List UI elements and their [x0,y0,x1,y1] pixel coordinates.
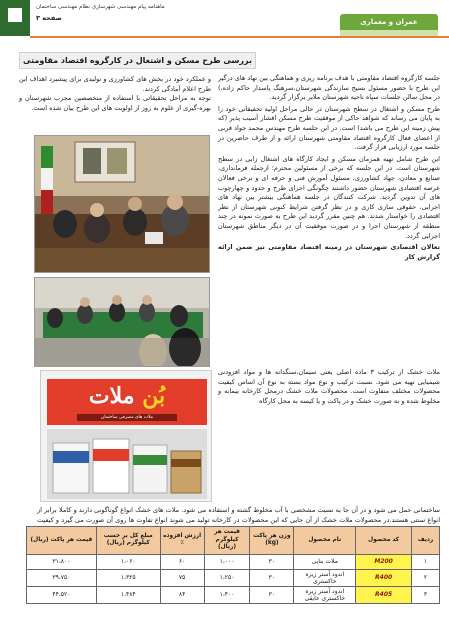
table-header-cell: مبلغ کل بر حسب کیلوگرم (ریال) [96,527,160,555]
ad-tagline: ملات های مصرفی ساختمان [77,414,177,421]
product-name: اندود آستر زیره خاکستری [294,569,356,586]
article-left-column [19,75,211,113]
article-title: بررسی طرح مسکن و اشتغال در کارگروه اقتصاد مقاومتی [19,52,256,69]
price-per-kg: ۱،۴۰۰ [204,586,250,603]
product-name: ملات بنایی [294,554,356,569]
section-badge: عمران و معماری [340,14,438,30]
bag-weight: ۳۰ [250,569,294,586]
header-divider [30,36,449,38]
article-paragraph: جلسه کارگروه اقتصاد مقاومتی با هدف برنامه ریزی و هماهنگی بین تهاد های درگیر این طرح با حضور مسئول بسیج سازندگی شهرستان،سرهنگ پاسدار حاکم زاده،) در محل سالن جلسات سپاه ناحیه شهرستان ملایر برگزار گردید. [218,74,440,102]
total-per-kg: ۱،۴۸۴ [96,586,160,603]
table-header-row [27,527,440,555]
article-paragraph: و عملکرد خود در بخش های کشاورزی و تولیدی برای پیشبرد اهداف این طرح اعلام آمادگی کردند. [19,75,211,93]
price-per-kg: ۱،۰۰۰ [204,554,250,569]
table-header-cell: ارزش افزوده ٪ [160,527,204,555]
table-header-cell: ردیف [412,527,440,555]
article-paragraph: طرح مسکن و اشتغال در سطح شهرستان در حالی مراحل اولیه تحقیقاتی خود را به پایان می رساند که شواهد حاکی از موفقیت طرح مسکن اقشار آسیب پذیر (که پیش زمینه این طرح می باشد) است. در این جلسه طرح مهندس محمد جواد قربی از اعضای فعال کارگروه اقتصاد مقاومتی شهرستان ارائه و از طرف حاضرین در جلسه مورد ارزیابی قرار گرفت. [218,104,440,152]
table-header-cell: کد محصول [356,527,412,555]
price-per-bag: ۳۹،۷۵۰ [27,569,97,586]
table-row [27,586,440,603]
ad-brand-logo [47,383,207,409]
header-square-mark [8,8,22,22]
row-index: ۲ [412,569,440,586]
section-badge-base [340,30,438,36]
table-row [27,554,440,569]
ad-logo-part1: بُن [142,383,166,409]
table-row [27,569,440,586]
product-name: اندود آستر زیره خاکستری عایقی [294,586,356,603]
ad-banner [47,379,207,425]
header-publication-line: ماهنامه پیام مهندسی شهرسازی نظام مهندسی ساختمان [36,4,165,10]
product-code: M200 [356,554,412,569]
table-header-cell: قیمت هر پاکت (ریال) [27,527,97,555]
ad-logo-part2: ملات [88,383,135,409]
article-paragraph: توجه به مراحل تحقیقاتی با استفاده از متخصصین مجرب شهرستان و بهره-گیری از علوم به روز از اولویت های این طرح بیان شده است. [19,94,211,112]
meeting-photo-1 [34,135,210,273]
price-per-kg: ۱،۲۵۰ [204,569,250,586]
meeting-photo-2 [34,277,210,367]
total-per-kg: ۱،۰۶۰ [96,554,160,569]
table-header-cell: نام محصول [294,527,356,555]
article-right-column [218,74,440,264]
table-header-cell: قیمت هر کیلوگرم (ریال) [204,527,250,555]
page-number: صفحه ۳ [36,14,62,22]
product-code: R405 [356,586,412,603]
dry-mortar-paragraph: ملات خشک از ترکیب ۳ ماده اصلی یعنی سیمان،سنگدانه ها و مواد افزودنی شیمیایی تهیه می شود. نسبت ترکیب و نوع مواد بسته به نوع آن اساس کیفیت محصولات مختلف متفاوت است. محصولات ملات خشک درمحل کارخانه بیمانه و مخلوط شده و به صورت خشک و در پاکت و یا کیسه به محل کارگاه [218,368,440,405]
meeting-photo-2-image [35,278,210,367]
price-per-bag: ۴۴،۵۲۰ [27,586,97,603]
product-buckets-image [47,429,207,499]
product-advertisement [40,370,212,502]
price-table [26,526,440,604]
vat: ۸۴ [160,586,204,603]
article-paragraph: تعالان اقتصادی شهرستان در زمینه اقتصاد مقاومتی نیز ضمن ارائه گزارش کار [218,243,440,261]
vat: ۷۵ [160,569,204,586]
bag-weight: ۳۰ [250,554,294,569]
article-paragraph: این طرح شامل تهیه همزمان مسکن و ایجاد کارگاه های اشتغال زایی در سطح شهرستان است. در این جلسه که برخی از مسئولین محترم؛ ازجمله فرمانداری، صنایع و معادن، جهاد کشاورزی، مسئول آموزش فنی و حرفه ای و برخی فعالان عرصه اقتصادی شهرستان حضور داشتند چگونگی اجرای طرح و حدود و چهارچوب های آن تدوین گردید. شرکت کنندگان در جلسه هماهنگی بیشتر بین نهاد های اجرایی، حقوقی سازی کاری و در نظر گرفتن شرایط کنونی شهرستان از نظر اقتصادی را خواستار شدند. هم چنین مقرر گردید این طرح به صورت نمونه در چند منطقه از شهرستان اجرا و در صورت موفقیت آن در دیگر مناطق شهرستان اجرایی گردد. [218,154,440,240]
header-color-bar [0,0,30,36]
price-per-bag: ۳۱،۸۰۰ [27,554,97,569]
meeting-photo-1-image [35,136,210,273]
total-per-kg: ۱،۳۲۵ [96,569,160,586]
bag-weight: ۳۰ [250,586,294,603]
vat: ۶۰ [160,554,204,569]
header-meta [36,4,186,22]
row-index: ۳ [412,586,440,603]
product-code: R400 [356,569,412,586]
row-index: ۱ [412,554,440,569]
table-header-cell: وزن هر پاکت (kg) [250,527,294,555]
dry-mortar-continuation: ساختمانی حمل می شود و در آن جا به نسبت مشخصی با آب مخلوط گشته و استفاده می شود. ملات های خشک انواع گوناگونی دارند و کاملا برابر از انواع سنتی هستند.در محصولات ملات خشک از آن جایی که این محصولات در کارخانه تولید می شوند انواع تفاوت ها روی آن صورت می گیرد و کیفیت [37,506,440,524]
ad-product-image [47,429,207,499]
